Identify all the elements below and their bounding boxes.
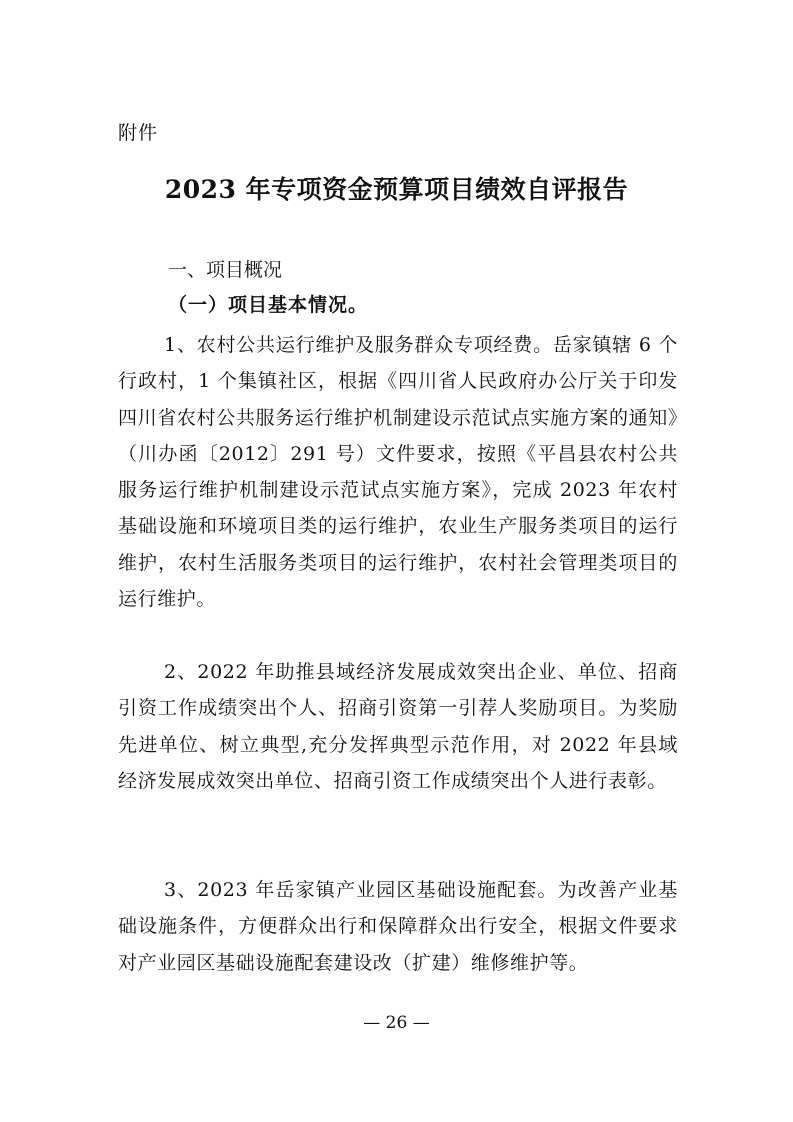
paragraph-2 <box>118 654 678 799</box>
paragraph-1 <box>118 327 678 617</box>
attachment-label: 附件 <box>118 122 159 144</box>
paragraph-3 <box>118 872 678 981</box>
page-number: — 26 — <box>363 1013 430 1033</box>
section-heading: 一、项目概况 <box>168 259 283 281</box>
paragraph-1-text: 1、农村公共运行维护及服务群众专项经费。岳家镇辖 6 个行政村，1 个集镇社区，根据《四川省人民政府办公厅关于印发四川省农村公共服务运行维护机制建设示范试点实施方案的通知》（川办函〔2012〕291 号）文件要求，按照《平昌县农村公共服务运行维护机制建设示范试点实施方案》，完成 2023 年农村基础设施和环境项目类的运行维护，农业生产服务类项目的运行维护，农村生活服务类项目的运行维护，农村社会管理类项目的运行维护。 <box>118 334 678 611</box>
subsection-heading: （一）项目基本情况。 <box>168 294 369 316</box>
paragraph-3-text: 3、2023 年岳家镇产业园区基础设施配套。为改善产业基础设施条件，方便群众出行和保障群众出行安全，根据文件要求对产业园区基础设施配套建设改（扩建）维修维护等。 <box>118 879 678 974</box>
paragraph-2-text: 2、2022 年助推县域经济发展成效突出企业、单位、招商引资工作成绩突出个人、招商引资第一引荐人奖励项目。为奖励先进单位、树立典型,充分发挥典型示范作用，对 2022 年县域经济发展成效突出单位、招商引资工作成绩突出个人进行表彰。 <box>118 661 678 792</box>
document-title: 2023 年专项资金预算项目绩效自评报告 <box>164 175 629 204</box>
